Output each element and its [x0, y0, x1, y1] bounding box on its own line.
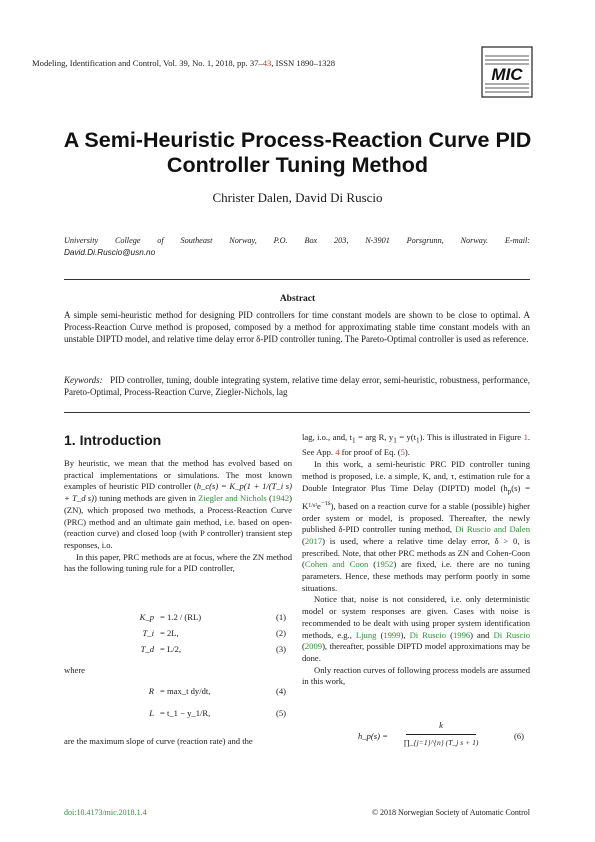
- equations-1-3: [64, 612, 292, 662]
- equation-6: [302, 720, 530, 752]
- affiliation-word: E-mail:: [504, 236, 530, 245]
- section-heading-introduction: 1. Introduction: [64, 432, 162, 448]
- ref-ljung-year[interactable]: 1999: [383, 629, 401, 640]
- ref-di-ruscio-1996-year[interactable]: 1996: [452, 629, 471, 640]
- col2-paragraph-1: lag, i.o., and, $t_1$ = arg R, $y_1 = y(t_1)$. This is illustrated in Figure 1. See App. 4 for proof of Eq. (5).: [302, 432, 531, 458]
- equations-4-5: [64, 686, 292, 726]
- keywords: [64, 374, 530, 398]
- journal-header-prefix: Modeling, Identification and Control, Vol. 39, No. 1, 2018, pp. 37–: [32, 58, 263, 68]
- intro-paragraph-1: By heuristic, we mean that the method has evolved based on practical implementations or simulations. The most known examples of heuristic PID controller (h_c(s) = K_p(1 + 1/(T_i s) + T_d s)) tuning methods are given in Ziegler and Nichols (1942) (ZN), which proposed two methods, a Process-Reaction Curve (PRC) method and an ultimate gain method, i.e. based on open- (reaction curve) and closed loop (with P controller) transient step responses, i.o.: [64, 458, 292, 550]
- ref-cohen-coon-year[interactable]: 1952: [376, 559, 394, 570]
- eq2-lhs: T_i: [142, 628, 154, 638]
- eq6-numerator: k: [439, 720, 443, 730]
- author-email[interactable]: David.Di.Ruscio@usn.no: [64, 248, 156, 257]
- abstract-heading: Abstract: [279, 294, 316, 304]
- keywords-label: Keywords:: [64, 375, 103, 385]
- eq3-lhs: T_d: [140, 644, 154, 654]
- paper-title: [20, 128, 575, 178]
- eq4-number: (4): [276, 686, 287, 696]
- affiliation-word: Norway,: [229, 236, 257, 245]
- eq3-number: (3): [276, 644, 287, 654]
- right-column: [302, 432, 530, 688]
- eq1-lhs: K_p: [139, 612, 154, 622]
- where-text: where: [64, 665, 85, 675]
- abstract-text: A simple semi-heuristic method for designing PID controllers for time constant models are shown to be close to optimal. A Process-Reaction Curve method is proposed, composed by a method for approximating stable time constant models with an unstable DIPTD model, and relative time delay error δ-PID controller tuning. The Pareto-Optimal controller is used as reference.: [64, 310, 530, 345]
- eq5-rhs: = t_1 − y_1/R,: [160, 708, 211, 718]
- paper-title-line2: Controller Tuning Method: [166, 153, 429, 177]
- journal-header-suffix: , ISSN 1890–1328: [271, 58, 336, 68]
- col2-paragraph-2: In this work, a semi-heuristic PRC PID controller tuning method is proposed, i.e. a simple, K, and, τ, estimation rule for a Double Integrator Plus Time Delay (DIPTD) model $(h_p(s) = K^{1/s^2}e^{-\tau s})$, based on a reaction curve for a stable (possible) higher order system or model, is proposed. Thereafter, the newly published δ-PID controller tuning method, Di Ruscio and Dalen (2017) is used, where a relative time delay error, δ > 0, is prescribed. Note, that other PRC methods as ZN and Cohen-Coon (Cohen and Coon (1952) are fixed, i.e. there are no tuning parameters. Hence, these methods may perform poorly in some situations.: [302, 459, 531, 593]
- pid-formula: h_c(s) = K_p(1 + 1/(T_i s) + T_d s): [64, 481, 292, 504]
- figure-1-link[interactable]: 1: [523, 432, 528, 442]
- eq5-lhs: L: [149, 708, 154, 718]
- eq6-denominator: ∏_{j=1}^{n} (T_j s + 1): [403, 738, 479, 747]
- affiliation-word: College: [114, 236, 141, 245]
- ref-di-ruscio-dalen[interactable]: Di Ruscio and Dalen: [455, 524, 531, 535]
- eq6-fraction-bar: [406, 734, 476, 735]
- affiliation-word: of: [157, 236, 164, 245]
- affiliation-word: 203,: [334, 236, 349, 245]
- svg-text:MIC: MIC: [491, 65, 523, 84]
- appendix-4-link[interactable]: 4: [335, 447, 340, 458]
- affiliation-word: Porsgrunn,: [406, 236, 444, 245]
- affiliation-word: N-3901: [365, 236, 390, 245]
- ref-di-ruscio-dalen-year[interactable]: 2017: [304, 535, 323, 546]
- eq2-number: (2): [276, 628, 287, 638]
- mic-logo-icon: [481, 46, 533, 98]
- paper-affiliation: [64, 235, 530, 259]
- affiliation-word: Southeast: [180, 236, 213, 245]
- affiliation-word: University: [64, 236, 99, 245]
- eq4-rhs: = max_t dy/dt,: [160, 686, 211, 696]
- eq2-rhs: = 2L,: [160, 628, 179, 638]
- journal-page-end-link[interactable]: 43: [262, 58, 272, 68]
- ref-di-ruscio-1996[interactable]: Di Ruscio: [409, 629, 447, 640]
- affiliation-word: Norway.: [460, 236, 489, 245]
- journal-header: [32, 58, 335, 68]
- eq4-lhs: R: [148, 686, 154, 696]
- eq3-rhs: = L/2,: [160, 644, 182, 654]
- journal-logo: [481, 46, 533, 98]
- paper-authors: Christer Dalen, David Di Ruscio: [212, 190, 383, 205]
- eq1-number: (1): [276, 612, 287, 622]
- affiliation-word: P.O.: [273, 236, 288, 245]
- eq-5-link[interactable]: 5: [400, 447, 405, 458]
- ref-cohen-coon[interactable]: Cohen and Coon: [304, 559, 369, 570]
- keywords-list: PID controller, tuning, double integrating system, relative time delay error, semi-heuristic, robustness, performance, Pareto-Optimal, Process-Reaction Curve, Ziegler-Nichols, lag: [64, 375, 530, 398]
- eq1-rhs: = 1.2 / (RL): [160, 612, 202, 622]
- intro-paragraph-2: In this paper, PRC methods are at focus, where the ZN method has the following tuning rule for a PID controller,: [64, 551, 292, 574]
- affiliation-line: [64, 235, 530, 247]
- eq6-number: (6): [514, 731, 525, 741]
- ref-ziegler-nichols-year[interactable]: 1942: [271, 493, 290, 504]
- after-eq5-text: are the maximum slope of curve (reaction rate) and the: [64, 736, 253, 746]
- col2-paragraph-3: Notice that, noise is not considered, i.e. only deterministic model or system responses are given. Cases with noise is recommended to be dealt with using proper system identification methods, e.g., Ljung (1999), Di Ruscio (1996) and Di Ruscio (2009), thereafter, possible DIPTD model approximations may be done.: [302, 594, 530, 663]
- eq5-number: (5): [276, 708, 287, 718]
- ref-di-ruscio-2009[interactable]: Di Ruscio: [493, 629, 530, 640]
- left-column: [64, 458, 292, 575]
- eq6-lhs: h_p(s) =: [358, 731, 388, 741]
- col2-paragraph-4: Only reaction curves of following process models are assumed in this work,: [302, 664, 530, 687]
- abstract-bottom-rule: [64, 412, 530, 413]
- copyright-notice: © 2018 Norwegian Society of Automatic Control: [371, 808, 530, 817]
- ref-di-ruscio-2009-year[interactable]: 2009: [304, 641, 323, 652]
- abstract-top-rule: [64, 279, 530, 280]
- doi-link[interactable]: doi:10.4173/mic.2018.1.4: [64, 808, 147, 817]
- affiliation-word: Box: [304, 236, 318, 245]
- paper-title-line1: A Semi-Heuristic Process-Reaction Curve PID: [63, 128, 532, 152]
- ref-ljung[interactable]: Ljung: [355, 629, 377, 640]
- ref-ziegler-nichols[interactable]: Ziegler and Nichols: [198, 493, 267, 504]
